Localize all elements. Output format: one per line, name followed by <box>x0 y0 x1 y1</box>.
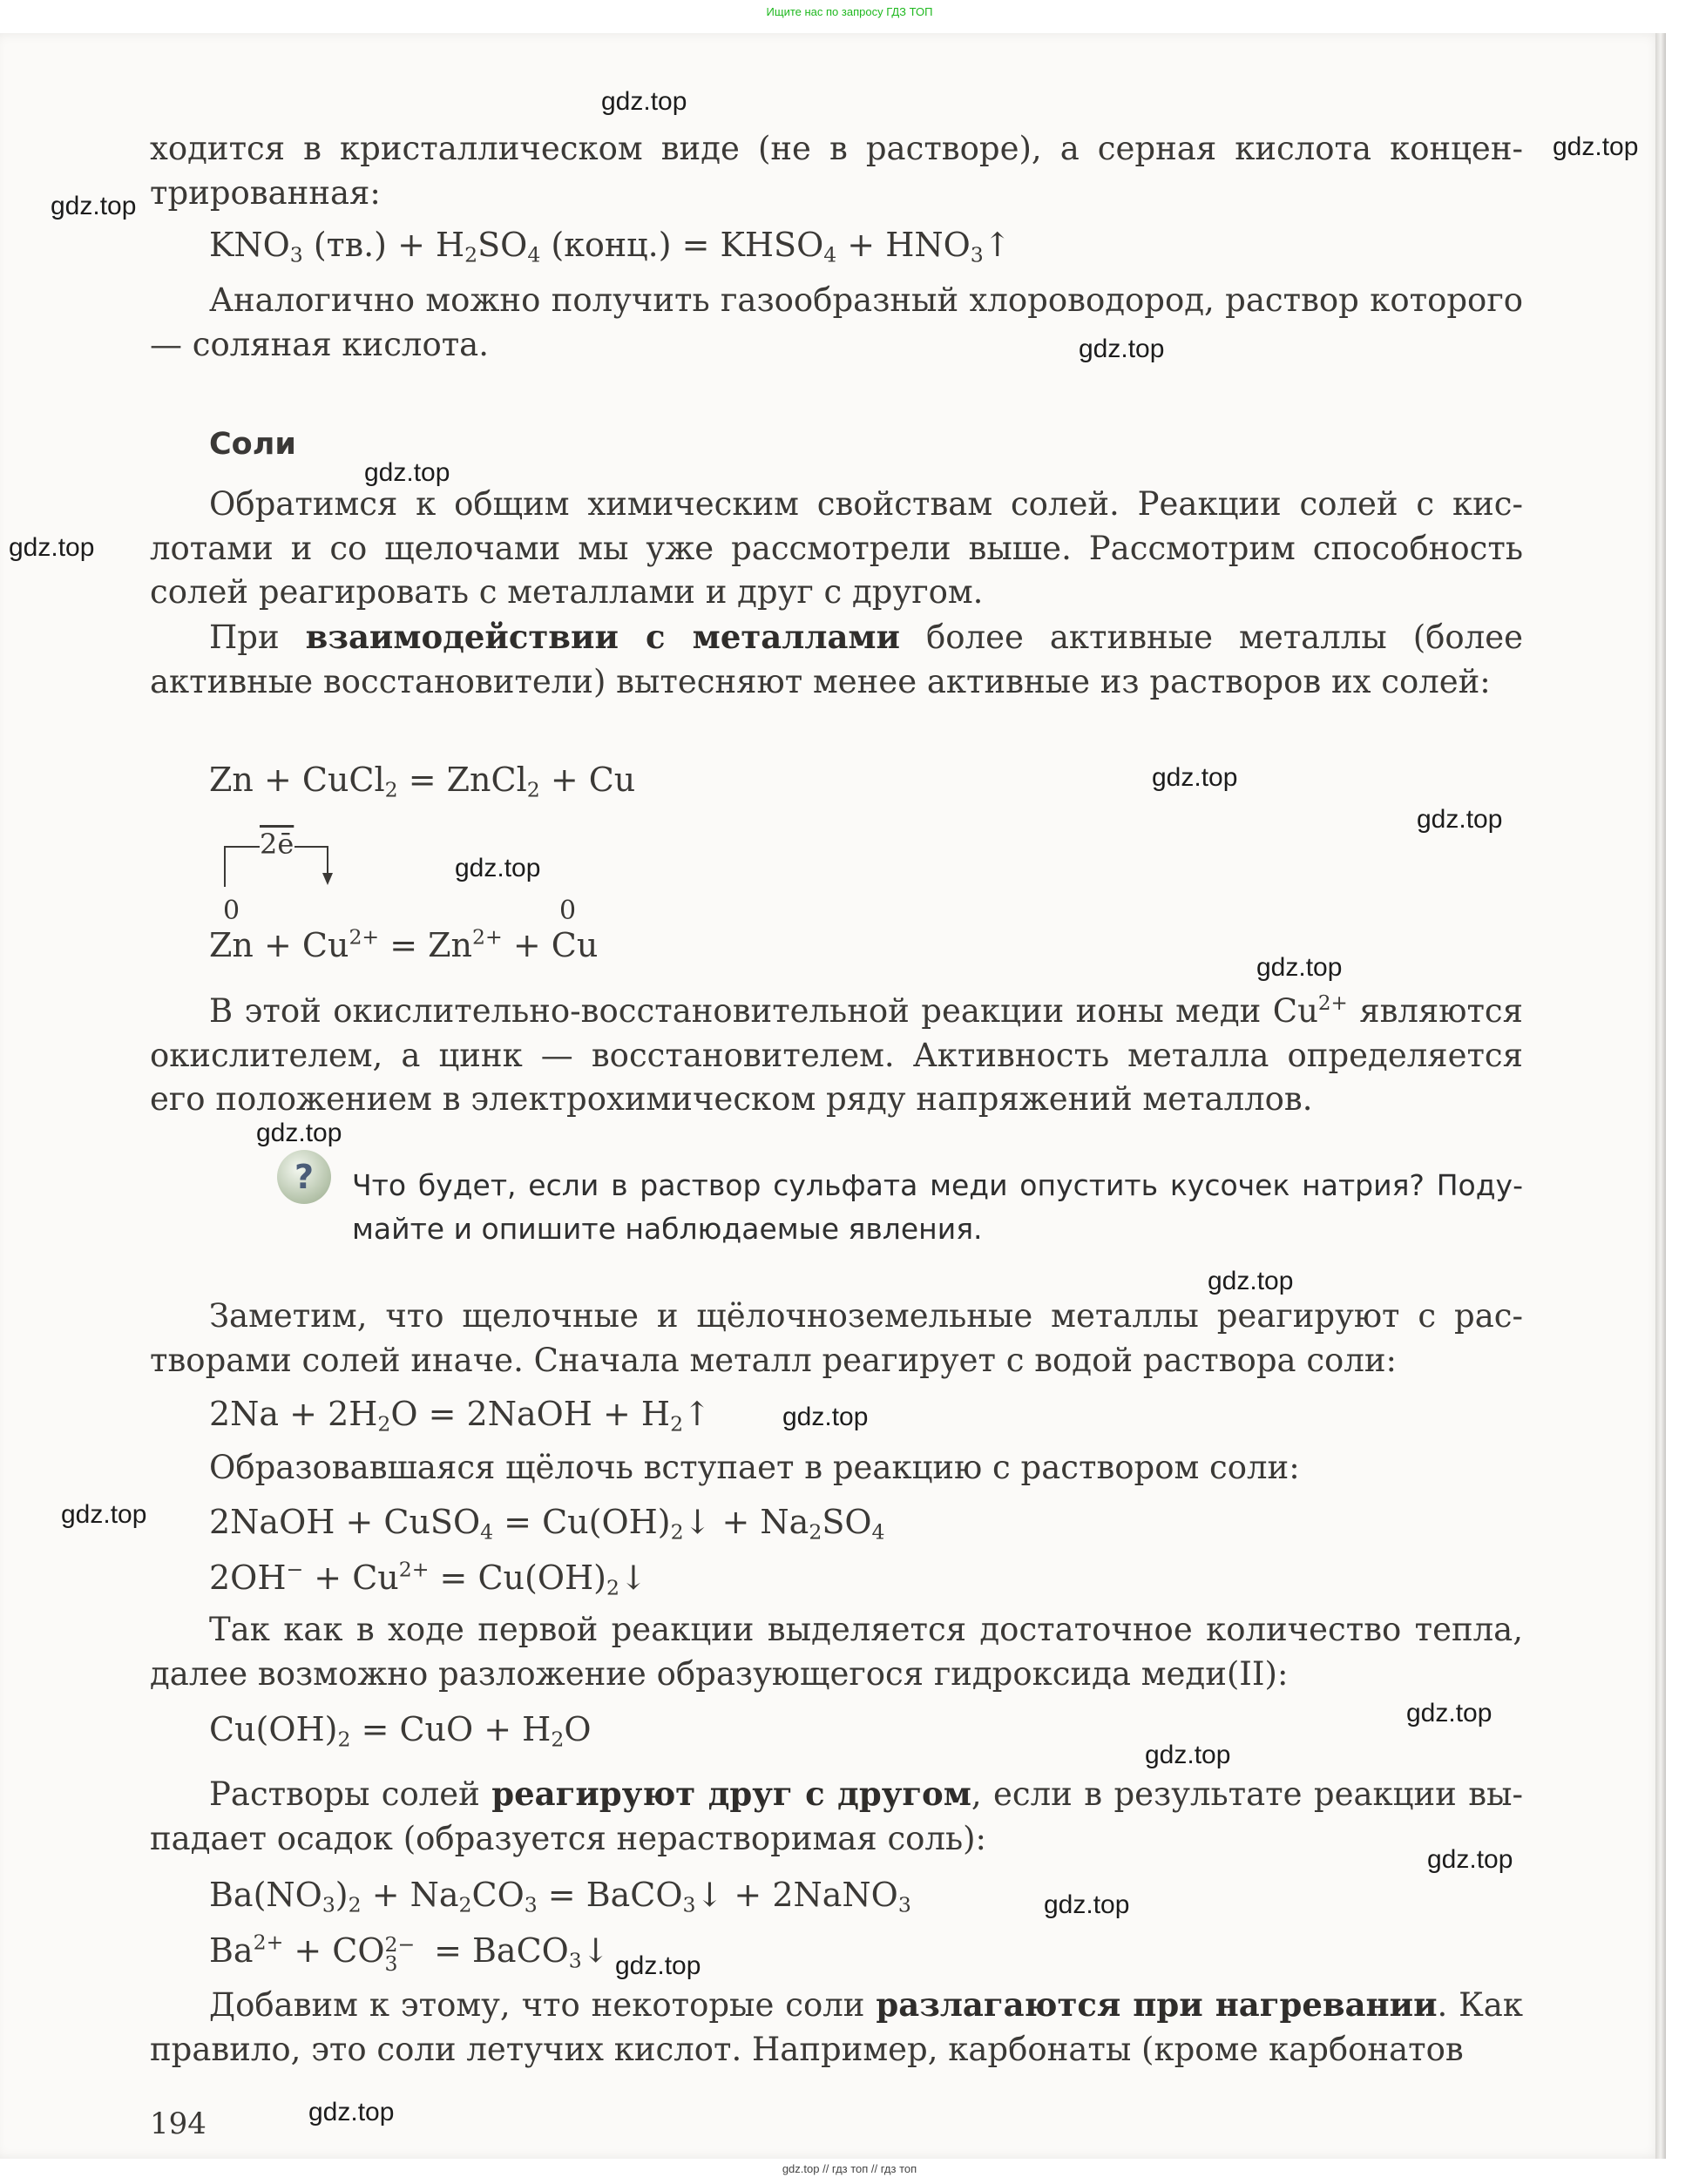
equation: 2NaOH + CuSO$_4$ = $Cu(OH)_2↓ + Na_2SO_4$ <box>209 1503 885 1545</box>
watermark: gdz.top <box>308 2098 395 2127</box>
oxidation-state: 0 <box>223 896 240 926</box>
top-banner[interactable]: Ищите нас по запросу ГДЗ ТОП <box>766 5 933 18</box>
watermark: gdz.top <box>1044 1890 1130 1919</box>
paragraph: Заметим, что щелочные и щёлочноземельные металлы реагируют с растворами солей иначе. Сначала металл реагирует с водой раствора соли: <box>150 1297 1523 1379</box>
question-icon: ? <box>277 1150 331 1204</box>
watermark: gdz.top <box>9 533 95 562</box>
paragraph: Образовавшаяся щёлочь вступает в реакцию с раствором соли: <box>209 1449 1300 1486</box>
equation: $Cu(OH)_2$ = CuO + $H_2O$ <box>209 1710 592 1752</box>
section-heading: Соли <box>209 427 296 462</box>
watermark: gdz.top <box>782 1403 869 1431</box>
watermark: gdz.top <box>1079 335 1165 363</box>
page-edge <box>1655 33 1666 2159</box>
watermark: gdz.top <box>615 1951 701 1980</box>
watermark: gdz.top <box>364 458 450 487</box>
equation: $KNO_3$ $(тв.) + H_2SO_4$ (конц.) = $KHSO_4$ + $HNO_3↑$ <box>209 226 1012 267</box>
watermark: gdz.top <box>601 87 687 116</box>
question-text: Что будет, если в раствор сульфата меди опустить кусочек натрия? Подумайте и опишите наблюдаемые явления. <box>352 1168 1523 1246</box>
watermark: gdz.top <box>51 192 137 220</box>
watermark: gdz.top <box>455 854 541 882</box>
paragraph: В этой окислительно-восстановительной реакции ионы меди $Cu^{2+}$ являются окислителем, а цинк — восстановителем. Активность металла определяется его положением в электрохимическом ряду напряжений металлов. <box>150 991 1523 1118</box>
bottom-banner[interactable]: gdz.top // гдз топ // гдз топ <box>782 2162 917 2175</box>
equation: Zn + CuCl$_2$ = ZnCl$_2$ + Cu <box>209 761 636 802</box>
watermark: gdz.top <box>1208 1267 1294 1295</box>
paragraph: Так как в ходе первой реакции выделяется достаточное количество тепла, далее возможно разложение образующегося гидроксида меди(II): <box>150 1611 1523 1693</box>
equation: $Ba^{2+}$ + CO 2− 3 = BaCO$_3$↓ <box>209 1930 610 1976</box>
watermark: gdz.top <box>1256 953 1343 982</box>
watermark: gdz.top <box>1152 763 1238 792</box>
watermark: gdz.top <box>1417 805 1503 834</box>
equation: $Ba(NO_3)_2 + Na_2CO_3$ = BaCO$_3$↓ + 2NaNO$_3$ <box>209 1876 911 1917</box>
watermark: gdz.top <box>256 1119 342 1147</box>
electron-count: 2ē <box>260 828 294 861</box>
watermark: gdz.top <box>1553 132 1639 161</box>
watermark: gdz.top <box>1406 1699 1493 1728</box>
paragraph: При взаимодействии с металлами более активные металлы (более активные восстановители) вытесняют менее активные из растворов их солей: <box>150 618 1523 700</box>
page-number: 194 <box>150 2106 206 2141</box>
paragraph: ходится в кристаллическом виде (не в растворе), а серная кислота концен- трированная: <box>150 130 1523 212</box>
paragraph: Обратимся к общим химическим свойствам солей. Реакции солей с кислотами и со щелочами мы уже рассмотрели выше. Рассмотрим способность солей реагировать с металлами и друг с другом. <box>150 485 1523 611</box>
watermark: gdz.top <box>61 1500 147 1529</box>
oxidation-state: 0 <box>559 896 577 926</box>
watermark: gdz.top <box>1427 1845 1513 1874</box>
equation: $2OH^- + Cu^{2+}$ = $Cu(OH)_2↓$ <box>209 1557 647 1600</box>
paragraph: Аналогично можно получить газообразный хлороводород, раствор которого — соляная кислота. <box>150 281 1523 363</box>
equation: $Zn + Cu^{2+} = Zn^{2+} + Cu$ <box>209 924 599 964</box>
paragraph: Растворы солей реагируют друг с другом, если в результате реакции выпадает осадок (образуется нерастворимая соль): <box>150 1775 1523 1857</box>
paragraph: Добавим к этому, что некоторые соли разлагаются при нагревании. Как правило, это соли летучих кислот. Например, карбонаты (кроме карбонатов <box>150 1985 1523 2068</box>
watermark: gdz.top <box>1145 1741 1231 1769</box>
equation: $2Na + 2H_2O$ = 2NaOH + $H_2↑$ <box>209 1395 711 1437</box>
